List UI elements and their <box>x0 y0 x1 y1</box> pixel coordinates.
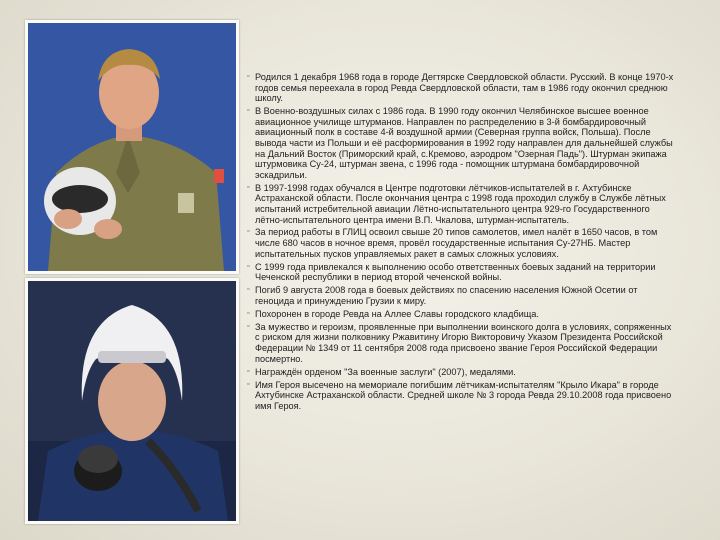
paragraph-hero-title: ▫ За мужество и героизм, проявленные при выполнении воинского долга в условиях, сопряженных с риском для жизни полковнику Ржавитину Игорю Викторовичу Указом Президента Российской Федерации № 1349 от 11 сентября 2008 года присвоено звание Героя Российской Федерации посмертно. <box>247 321 672 364</box>
paragraph-awards: ▫ Награждён орденом "За военные заслуги" (2007), медалями. <box>247 366 516 377</box>
paragraph-chechnya: ▫ С 1999 года привлекался к выполнению особо ответственных боевых заданий на территории Чеченской республики в период второй чеченской войны. <box>247 261 656 283</box>
bullet-icon: ▫ <box>247 73 250 80</box>
bullet-icon: ▫ <box>247 380 250 388</box>
paragraph-burial: ▫ Похоронен в городе Ревда на Аллее Славы городского кладбища. <box>247 308 539 319</box>
paragraph-death: ▫ Погиб 9 августа 2008 года в боевых действиях по спасению населения Южной Осетии от геноцида и принуждению Грузии к миру. <box>247 285 638 306</box>
bullet-icon: ▫ <box>247 262 250 270</box>
pilot-helmet-photo <box>25 278 239 524</box>
bullet-icon: ▫ <box>247 367 250 375</box>
bullet-icon: ▫ <box>247 107 250 115</box>
paragraph-memorial: ▫ Имя Героя высечено на мемориале погибшим лётчикам-испытателям "Крыло Икара" в городе Ахтубинске Астраханской области. Средней школе № 3 города Ревда 29.10.2008 года присвоено имя Героя. <box>247 379 672 411</box>
bullet-icon: ▫ <box>247 322 250 330</box>
paragraph-flight-record: ▫ За период работы в ГЛИЦ освоил свыше 20 типов самолетов, имел налёт в 1650 часов, в том числе 680 часов в ночное время, провёл государственные испытания Су-27НБ. Мастер испытательных пусков управляемых ракет в самых сложных условиях. <box>247 227 658 259</box>
bullet-icon: ▫ <box>247 286 250 294</box>
bullet-icon: ▫ <box>247 228 250 236</box>
portrait-illustration <box>28 23 236 271</box>
portrait-photo-uniform <box>25 20 239 274</box>
pilot-illustration <box>28 281 236 521</box>
paragraph-birth: ▫ Родился 1 декабря 1968 года в городе Дегтярске Свердловской области. Русский. В конце 1970-х годов семья переехала в город Ревда Свердловской области, там в 1986 году окончил среднюю школу. <box>247 72 674 104</box>
biography-text <box>247 72 677 414</box>
paragraph-training: ▫ В 1997-1998 годах обучался в Центре подготовки лётчиков-испытателей в г. Ахтубинске Астраханской области. После окончания центра с 1998 года проходил службу в Службе лётных испытаний истребительной авиации Лётно-испытательного центра 929-го Государственного лётно-испытательного центра имени В.П. Чкалова, штурман-испытатель. <box>247 182 666 225</box>
bullet-icon: ▫ <box>247 183 250 191</box>
bullet-icon: ▫ <box>247 309 250 317</box>
paragraph-service: ▫ В Военно-воздушных силах с 1986 года. В 1990 году окончил Челябинское высшее военное авиационное училище штурманов. Направлен по распределению в 3-й бомбардировочный авиационный полк в составе 4-й воздушной армии (Северная группа войск, Польша). После вывода части из Польши и её расформирования в 1992 году направлен для дальнейшей службы на Дальний Восток (Приморский край, с.Кремово, аэродром "Озерная Падь"). Штурман экипажа штурмовика Су-24, штурман звена, с 1996 года - помощник штурмана бомбардировочной эскадрильи. <box>247 106 673 180</box>
